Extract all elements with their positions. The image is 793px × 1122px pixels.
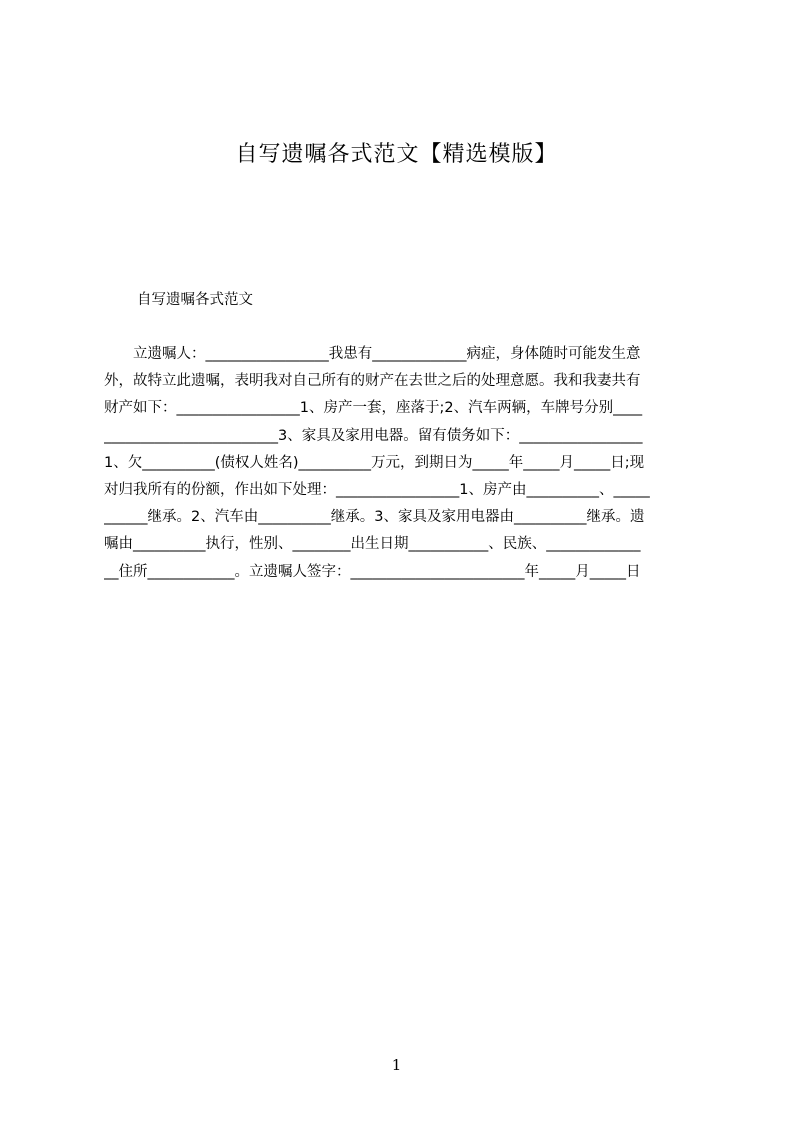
- body-line-9: __住所____________。立遗嘱人签字：________________________年_____月_____日: [104, 563, 641, 580]
- body-line-2: 外，故特立此遗嘱，表明我对自己所有的财产在去世之后的处理意愿。我和我妻共有: [104, 373, 641, 390]
- page-number: 1: [391, 1056, 402, 1074]
- section-heading: 自写遗嘱各式范文: [137, 292, 253, 308]
- document-title: 自写遗嘱各式范文【精选模版】: [235, 142, 558, 167]
- body-line-3: 财产如下：_________________1、房产一套，座落于;2、汽车两辆，车牌号分别____: [104, 400, 643, 417]
- body-line-5: 1、欠__________(债权人姓名)__________万元，到期日为_____年_____月_____日;现: [104, 454, 645, 471]
- body-line-4: ________________________3、家具及家用电器。留有债务如下：_________________: [104, 427, 643, 444]
- body-line-7: ______继承。2、汽车由__________继承。3、家具及家用电器由__________继承。遗: [104, 509, 645, 526]
- body-line-1: 立遗嘱人：_________________我患有_____________病症，身体随时可能发生意: [104, 346, 641, 362]
- body-line-8: 嘱由__________执行，性别、________出生日期___________、民族、_____________: [104, 536, 641, 553]
- body-line-6: 对归我所有的份额，作出如下处理：_________________1、房产由__________、_____: [104, 481, 650, 498]
- will-body-text: [104, 341, 697, 586]
